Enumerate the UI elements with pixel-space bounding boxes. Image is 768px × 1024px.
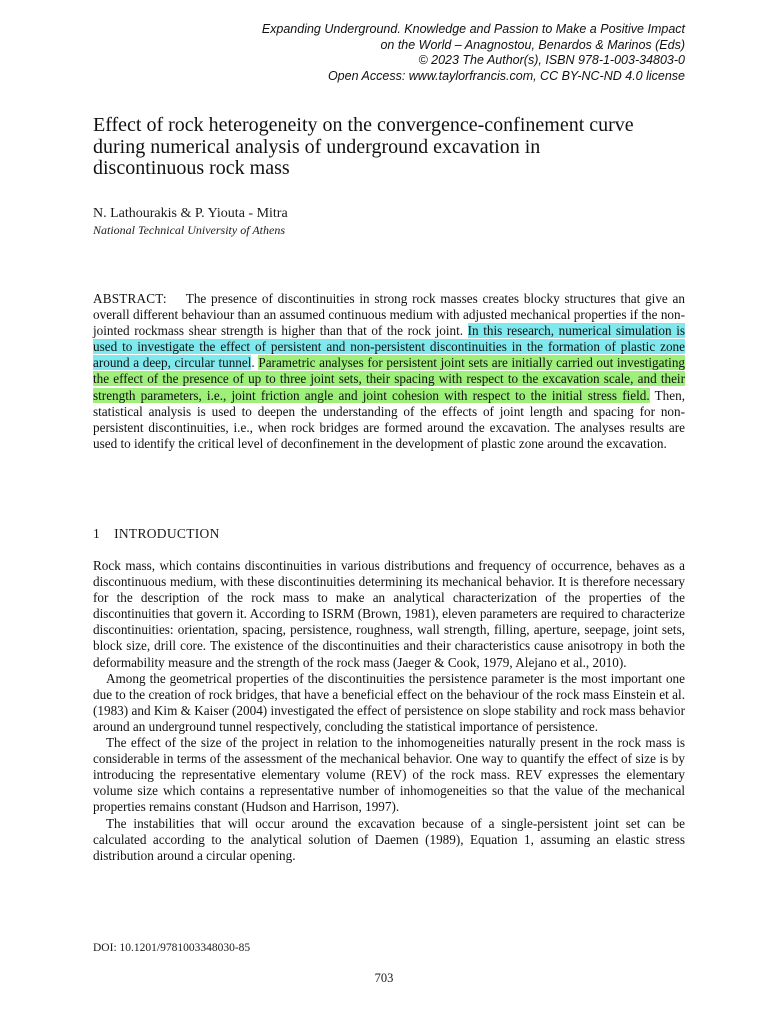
affiliation: National Technical University of Athens xyxy=(93,223,285,237)
doi: DOI: 10.1201/9781003348030-85 xyxy=(93,942,251,954)
header-line-isbn: © 2023 The Author(s), ISBN 978-1-003-34803-0 xyxy=(418,53,685,68)
paragraph: Among the geometrical properties of the discontinuities the persistence parameter is the most important one due to the creation of rock bridges, that have a beneficial effect on the behaviour of the rock mass Einstein et al. (1983) and Kim & Kaiser (2004) investigated the effect of persistence on slope stability and rock mass behavior around an underground tunnel respectively, concluding the statistical importance of persistence. xyxy=(93,670,685,734)
abstract-highlight-cyan: In this research, numerical simulation is used to investigate the effect of persistent and non-persistent discontinuities in the formation of plastic zone around a deep, circular tunnel xyxy=(93,323,685,371)
authors: N. Lathourakis & P. Yiouta - Mitra xyxy=(93,206,288,221)
section-title: INTRODUCTION xyxy=(114,526,220,541)
publication-header xyxy=(125,22,685,84)
title-line: during numerical analysis of underground excavation in xyxy=(93,135,541,158)
section-number: 1 xyxy=(93,526,101,541)
header-line-license: Open Access: www.taylorfrancis.com, CC BY-NC-ND 4.0 license xyxy=(327,68,685,83)
abstract-label: ABSTRACT: xyxy=(93,291,167,306)
abstract-text: Then, statistical analysis is used to deepen the understanding of the effects of joint length and spacing for non-persistent discontinuities, i.e., when rock bridges are formed around the excavation. The analyses results are used to identify the critical level of deconfinement in the development of plastic zone around the excavation. xyxy=(93,387,686,451)
header-line-editors: on the World – Anagnostou, Benardos & Marinos (Eds) xyxy=(380,37,685,52)
title-line: discontinuous rock mass xyxy=(93,157,290,179)
abstract-highlight-green: Parametric analyses for persistent joint sets are initially carried out investigating the effect of the presence of up to three joint sets, their spacing with respect to the excavation scale, and their strength parameters, i.e., joint friction angle and joint cohesion with respect to the initial stress field. xyxy=(93,355,686,403)
paragraph: The instabilities that will occur around the excavation because of a single-persistent joint set can be calculated according to the analytical solution of Daemen (1989), Equation 1, assuming an elastic stress distribution around a circular opening. xyxy=(93,815,685,863)
introduction-body xyxy=(93,558,685,864)
section-heading xyxy=(93,526,220,542)
paragraph: The effect of the size of the project in relation to the inhomogeneities naturally present in the rock mass is considerable in terms of the assessment of the mechanical behavior. One way to quantify the effect of size is by introducing the representative elementary volume (REV) of the rock mass. REV expresses the elementary volume size which contains a representative number of inhomogeneities so that the value of the mechanical properties remains constant (Hudson and Harrison, 1997). xyxy=(93,735,685,815)
abstract-text: The presence of discontinuities in strong rock masses creates blocky structures that give an overall different behaviour than an assumed continuous medium with adjusted mechanical properties if the non-jointed rockmass shear strength is higher than that of the rock joint. xyxy=(93,291,685,339)
header-line-book-title: Expanding Underground. Knowledge and Passion to Make a Positive Impact xyxy=(261,22,685,36)
abstract xyxy=(93,291,685,452)
abstract-period: . xyxy=(251,355,255,371)
paper-title xyxy=(93,115,713,180)
page-number: 703 xyxy=(374,971,394,985)
paragraph: Rock mass, which contains discontinuities in various distributions and frequency of occurrence, behaves as a discontinuous medium, with these discontinuities determining its mechanical behavior. It is therefore necessary for the description of the rock mass to make an analytical characterization of the properties of the discontinuities that govern it. According to ISRM (Brown, 1981), eleven parameters are required to characterize discontinuities: orientation, spacing, persistence, roughness, wall strength, filling, aperture, seepage, joint sets, block size, drill core. The existence of the discontinuities and their characteristics cause anisotropy in both the deformability measure and the strength of the rock mass (Jaeger & Cook, 1979, Alejano et al., 2010). xyxy=(93,558,685,670)
title-line: Effect of rock heterogeneity on the convergence-confinement curve xyxy=(93,114,634,136)
